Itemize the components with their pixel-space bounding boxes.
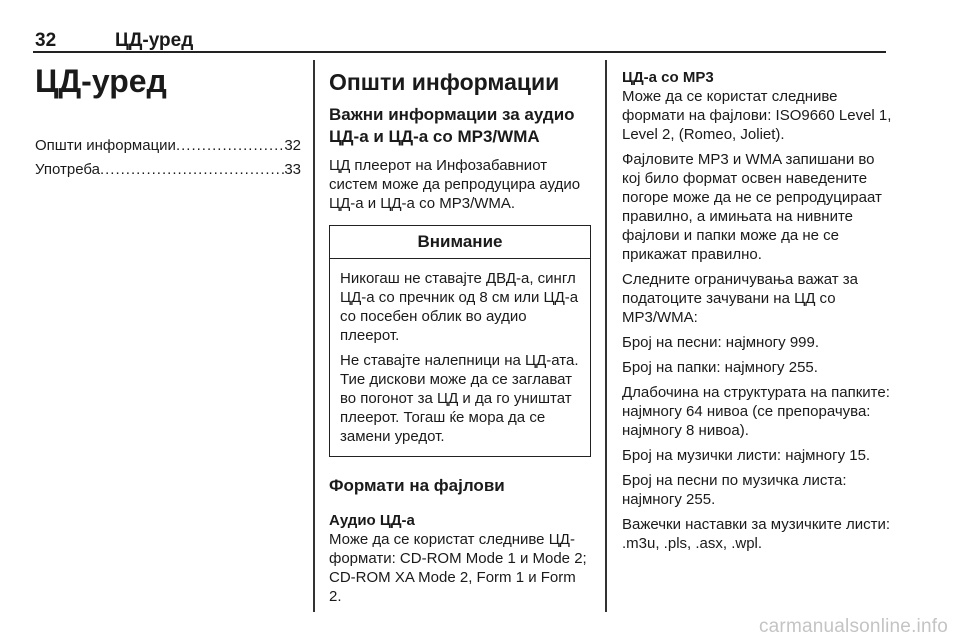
paragraph: Фајловите MP3 и WMA запишани во кој било формат освен наведените погоре може да не се репродуцираат правилно, а имињата на нивните фајлови и папки може да не се прикажат правилно. [622, 151, 882, 263]
formats-title: Формати на фајлови [329, 476, 505, 495]
paragraph: Број на папки: најмногу 255. [622, 359, 818, 376]
section-title: Општи информации [329, 69, 560, 95]
general-info-column [329, 60, 591, 612]
audio-cd-heading: Аудио ЦД-а [329, 512, 415, 529]
warning-paragraph: Никогаш не ставајте ДВД-а, сингл ЦД-а со пречник од 8 см или ЦД-а со посебен облик во аудио плеерот. [340, 270, 579, 344]
paragraph: Следните ограничувања важат за податоците зачувани на ЦД со MP3/WMA: [622, 271, 858, 326]
header-divider [33, 51, 886, 53]
paragraph: Може да се користат следниве формати на фајлови: ISO9660 Level 1, Level 2, (Romeo, Joliet). [622, 88, 892, 143]
toc-entry-page: 33 [284, 161, 301, 178]
page-number: 32 [35, 30, 57, 51]
toc-leader-dots [100, 158, 284, 182]
toc-entry-usage[interactable] [35, 158, 301, 182]
toc-column [35, 60, 301, 182]
column-divider-left [313, 60, 315, 612]
paragraph: Број на песни: најмногу 999. [622, 334, 820, 351]
paragraph: Број на музички листи: најмногу 15. [622, 447, 871, 464]
chapter-title: ЦД-уред [35, 63, 167, 99]
toc-entry-label: Општи информации [35, 137, 176, 154]
warning-paragraph: Не ставајте налепници на ЦД-ата. Тие дискови може да се заглават во погонот за ЦД и да го уништат плеерот. Тогаш ќе мора да се замени уредот. [340, 352, 579, 445]
toc-entry-general-info[interactable] [35, 134, 301, 158]
paragraph: Број на песни по музичка листа: најмногу 255. [622, 472, 847, 508]
paragraph: Длабочина на структурата на папките: најмногу 64 нивоа (се препорачува: најмногу 8 нивоа). [622, 384, 890, 439]
column-divider-right [605, 60, 607, 612]
toc-leader-dots [176, 134, 284, 158]
subheading: Важни информации за аудио ЦД-а и ЦД-а со MP3/WMA [329, 105, 575, 146]
mp3-info-column [622, 60, 892, 559]
mp3-cd-heading: ЦД-а со MP3 [622, 69, 714, 86]
running-header-title: ЦД-уред [115, 30, 194, 51]
watermark: carmanualsonline.info [758, 616, 948, 637]
toc-entry-label: Употреба [35, 161, 100, 178]
toc-entry-page: 32 [284, 137, 301, 154]
paragraph: Важечки наставки за музичките листи: .m3u, .pls, .asx, .wpl. [622, 516, 891, 552]
audio-cd-paragraph: Може да се користат следниве ЦД-формати: CD-ROM Mode 1 и Mode 2; CD-ROM XA Mode 2, Form 1 и Form 2. [329, 531, 587, 605]
warning-box [329, 225, 591, 457]
warning-body [330, 259, 590, 456]
warning-title: Внимание [330, 226, 590, 259]
intro-paragraph: ЦД плеерот на Инфозабавниот систем може да репродуцира аудио ЦД-а и ЦД-а со MP3/WMA. [329, 157, 581, 212]
